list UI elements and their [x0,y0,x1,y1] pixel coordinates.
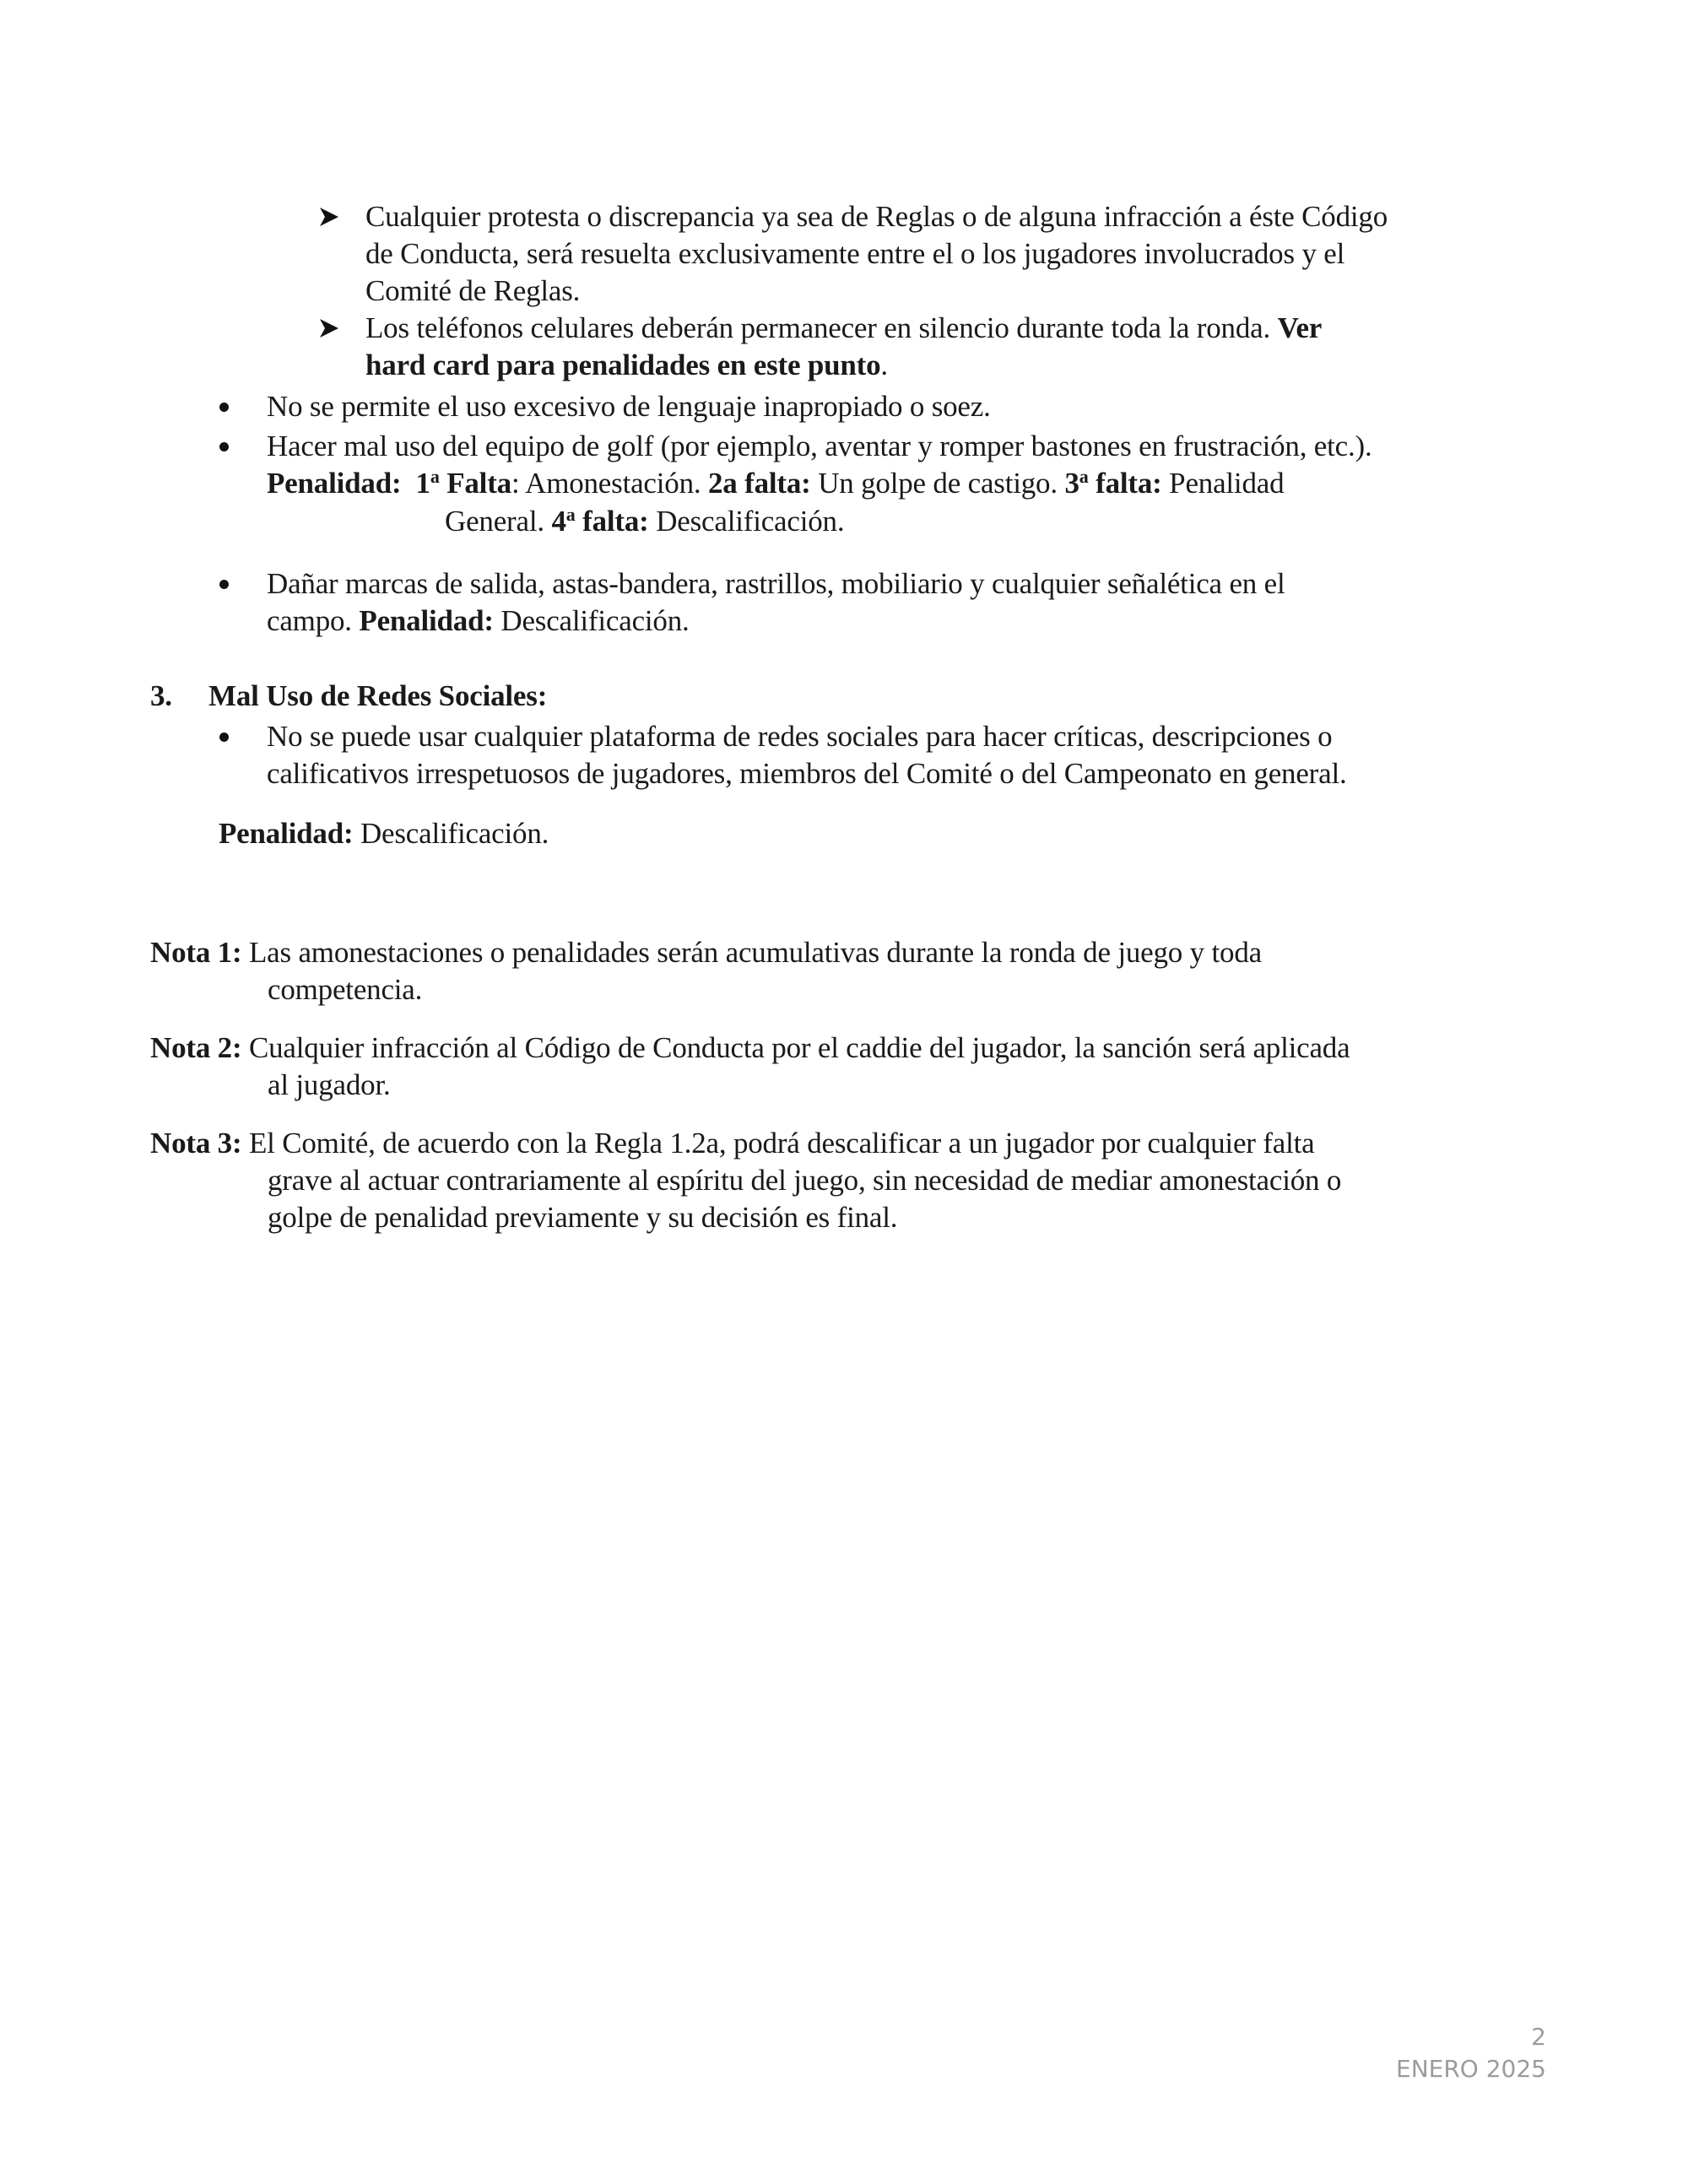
footer-date: ENERO 2025 [1396,2055,1546,2083]
bullet-dot-icon [219,442,229,451]
section-3-bullet-line-1: No se puede usar cualquier plataforma de redes sociales para hacer críticas, descripciones o [267,720,1333,753]
note-2-line-2: al jugador. [268,1068,391,1101]
bullet-dot-icon [219,733,229,742]
section-3-title: Mal Uso de Redes Sociales: [208,679,548,712]
bullet-dot-icon [219,403,229,412]
bullet-language: No se permite el uso excesivo de lenguaje inapropiado o soez. [267,390,991,423]
note-3-line-1: Nota 3: El Comité, de acuerdo con la Regla 1.2a, podrá descalificar a un jugador por cualquier falta [150,1127,1315,1160]
section-3-penalty: Penalidad: Descalificación. [219,817,549,850]
bullet-damage-line-2: campo. Penalidad: Descalificación. [267,604,690,637]
bullet-equipment: Hacer mal uso del equipo de golf (por ejemplo, aventar y romper bastones en frustración, etc.). [267,430,1372,462]
section-3-number: 3. [150,679,172,712]
sub-bullet-2-line-2: hard card para penalidades en este punto. [365,349,888,381]
footer [1396,2021,1546,2085]
sub-bullet-1-line-3: Comité de Reglas. [365,274,581,307]
bullet-damage-line-1: Dañar marcas de salida, astas-bandera, rastrillos, mobiliario y cualquier señalética en el [267,567,1285,600]
equipment-penalty-line-1: Penalidad: 1$^a$ Falta: Amonestación. 2a falta: Un golpe de castigo. 3$^a$ falta: Penalidad [267,466,1285,500]
sub-bullet-2-line-1: Los teléfonos celulares deberán permanecer en silencio durante toda la ronda. Ver [365,311,1323,344]
section-3-bullet-line-2: calificativos irrespetuosos de jugadores, miembros del Comité o del Campeonato en general. [267,757,1347,790]
equipment-penalty-line-2: General. 4$^a$ falta: Descalificación. [445,504,845,538]
sub-bullet-1-line-1: Cualquier protesta o discrepancia ya sea de Reglas o de alguna infracción a éste Código [365,200,1388,233]
note-2-line-1: Nota 2: Cualquier infracción al Código de Conducta por el caddie del jugador, la sanción será aplicada [150,1031,1350,1064]
note-1-line-1: Nota 1: Las amonestaciones o penalidades serán acumulativas durante la ronda de juego y toda [150,936,1262,969]
arrowhead-bullet-icon [318,317,340,339]
note-3-line-2: grave al actuar contrariamente al espíritu del juego, sin necesidad de mediar amonestación o [268,1164,1342,1197]
bullet-dot-icon [219,580,229,589]
arrowhead-bullet-icon [318,206,340,228]
note-1-line-2: competencia. [268,973,423,1006]
page-number: 2 [1531,2023,1546,2051]
sub-bullet-1-line-2: de Conducta, será resuelta exclusivamente entre el o los jugadores involucrados y el [365,237,1345,270]
note-3-line-3: golpe de penalidad previamente y su decisión es final. [268,1201,898,1234]
